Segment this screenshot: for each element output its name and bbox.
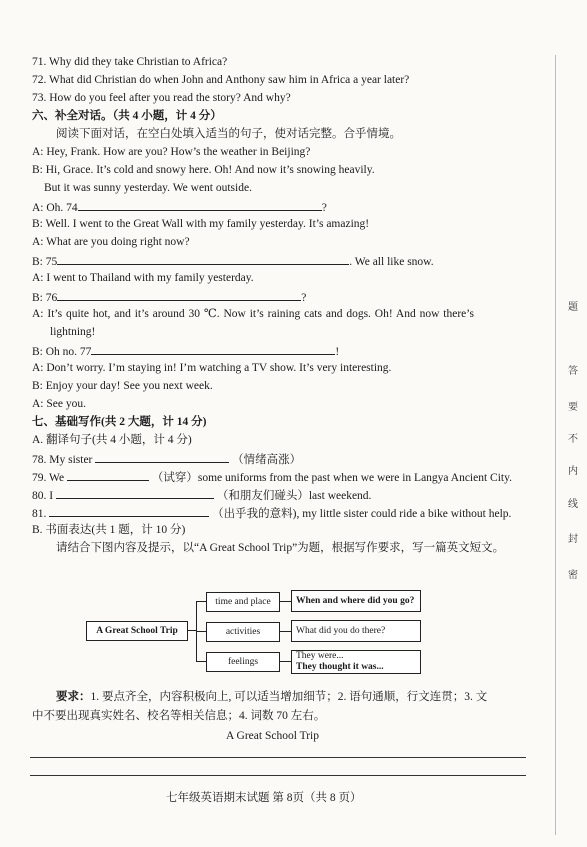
blank-78[interactable] xyxy=(95,451,229,463)
q77-end: ! xyxy=(335,346,340,358)
dialog-line-76 xyxy=(32,289,306,305)
section7-title: 七、基础写作(共 2 大题，计 14 分) xyxy=(32,416,207,428)
blank-76[interactable] xyxy=(57,289,301,301)
dialog-line: A: What are you doing right now? xyxy=(32,236,190,248)
page-footer: 七年级英语期末试题 第 8页（共 8 页） xyxy=(166,792,362,804)
q79-hint: （试穿）some uniforms from the past when we were in Langya Ancient City. xyxy=(151,472,512,484)
connector xyxy=(279,661,291,662)
margin-char: 要 xyxy=(568,402,578,413)
dialog-line-77 xyxy=(32,343,339,359)
dialog-line: A: Hey, Frank. How are you? How’s the weather in Beijing? xyxy=(32,146,311,158)
q81-label: 81. xyxy=(32,508,47,520)
blank-75[interactable] xyxy=(57,253,349,265)
q76-end: ? xyxy=(301,292,307,304)
margin-char: 答 xyxy=(568,366,578,377)
mind-map-item-activities: activities xyxy=(206,622,280,642)
q81-hint: （出乎我的意料), my little sister could ride a bike without help. xyxy=(212,508,512,520)
mind-map-center: A Great School Trip xyxy=(86,621,188,641)
connector xyxy=(196,631,206,632)
margin-char: 不 xyxy=(568,434,578,445)
dialog-line: A: See you. xyxy=(32,398,86,410)
mind-map-item-feelings: feelings xyxy=(206,652,280,672)
question-78 xyxy=(32,451,301,467)
connector xyxy=(196,601,206,602)
dialog-line: B: Enjoy your day! See you next week. xyxy=(32,380,213,392)
requirements-text: 1. 要点齐全，内容积极向上, 可以适当增加细节；2. 语句通顺，行文连贯；3. 文 xyxy=(90,691,488,703)
blank-80[interactable] xyxy=(56,487,214,499)
margin-char: 题 xyxy=(568,302,578,313)
blank-77[interactable] xyxy=(91,343,335,355)
binding-line xyxy=(555,55,556,835)
blank-81[interactable] xyxy=(49,505,209,517)
dialog-line-75 xyxy=(32,253,434,269)
requirements-line1 xyxy=(56,690,487,704)
section6-title: 六、补全对话。（共 4 小题，计 4 分） xyxy=(32,110,222,122)
dialog-line: lightning! xyxy=(50,326,96,338)
margin-char: 线 xyxy=(568,499,578,510)
dialog-line: B: Hi, Grace. It’s cold and snowy here. Oh! And now it’s snowing heavily. xyxy=(32,164,375,176)
q75-end: . We all like snow. xyxy=(349,256,434,268)
question-79 xyxy=(32,469,512,485)
question-80 xyxy=(32,487,371,503)
requirements-label: 要求： xyxy=(56,691,91,703)
margin-char: 封 xyxy=(568,534,578,545)
q76-label: B: 76 xyxy=(32,292,58,304)
q78-label: 78. My sister xyxy=(32,454,93,466)
mind-map-item-time-place: time and place xyxy=(206,592,280,612)
part-b-title: B. 书面表达(共 1 题，计 10 分) xyxy=(32,524,186,536)
question-81 xyxy=(32,505,511,521)
hint-feelings xyxy=(291,650,421,674)
dialog-line: A: Don’t worry. I’m staying in! I’m watching a TV show. It’s very interesting. xyxy=(32,362,392,374)
q80-label: 80. I xyxy=(32,490,54,502)
q80-hint: （和朋友们碰头）last weekend. xyxy=(216,490,372,502)
hint-time-place: When and where did you go? xyxy=(291,590,421,612)
question-72: 72. What did Christian do when John and Anthony saw him in Africa a year later? xyxy=(32,74,410,86)
part-a-title: A. 翻译句子(共 4 小题，计 4 分) xyxy=(32,434,192,446)
q74-end: ? xyxy=(321,202,327,214)
dialog-line: A: It’s quite hot, and it’s around 30 ℃. Now it’s raining cats and dogs. Oh! And now there’s xyxy=(32,308,474,320)
essay-title: A Great School Trip xyxy=(226,730,319,742)
writing-prompt: 请结合下图内容及提示，以“A Great School Trip”为题，根据写作要求，写一篇英文短文。 xyxy=(56,542,505,554)
hint-feelings-line1: They were... xyxy=(296,651,344,661)
margin-char: 内 xyxy=(568,466,578,477)
section6-instruction: 阅读下面对话，在空白处填入适当的句子，使对话完整。合乎情境。 xyxy=(56,128,401,140)
dialog-line-74 xyxy=(32,199,327,215)
question-71: 71. Why did they take Christian to Africa? xyxy=(32,56,228,68)
connector xyxy=(196,661,206,662)
dialog-line: B: Well. I went to the Great Wall with my family yesterday. It’s amazing! xyxy=(32,218,370,230)
blank-74[interactable] xyxy=(78,199,322,211)
connector xyxy=(279,601,291,602)
q79-label: 79. We xyxy=(32,472,65,484)
dialog-line: A: I went to Thailand with my family yesterday. xyxy=(32,272,254,284)
hint-activities: What did you do there? xyxy=(291,620,421,642)
blank-79[interactable] xyxy=(67,469,149,481)
connector xyxy=(279,631,291,632)
requirements-line2: 中不要出现真实姓名、校名等相关信息；4. 词数 70 左右。 xyxy=(32,710,326,722)
q77-label: B: Oh no. 77 xyxy=(32,346,92,358)
margin-char: 密 xyxy=(568,570,578,581)
writing-line[interactable] xyxy=(30,757,526,758)
hint-feelings-line2: They thought it was... xyxy=(296,662,384,672)
dialog-line: But it was sunny yesterday. We went outside. xyxy=(44,182,252,194)
q78-hint: （情绪高涨） xyxy=(232,454,302,466)
q74-label: A: Oh. 74 xyxy=(32,202,78,214)
q75-label: B: 75 xyxy=(32,256,58,268)
writing-line[interactable] xyxy=(30,775,526,776)
question-73: 73. How do you feel after you read the story? And why? xyxy=(32,92,291,104)
